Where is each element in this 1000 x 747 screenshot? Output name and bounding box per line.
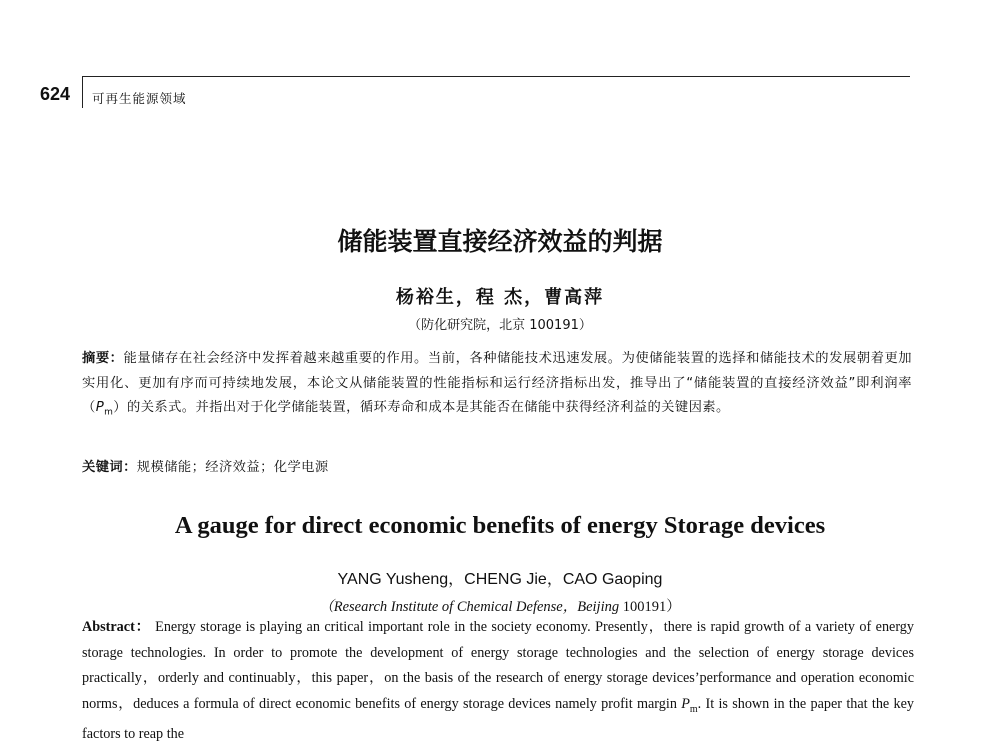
profit-margin-symbol: $P_m$ bbox=[95, 400, 114, 418]
header-rule bbox=[82, 76, 910, 77]
chinese-authors: 杨裕生，程 杰，曹高萍 bbox=[395, 287, 605, 308]
chinese-abstract bbox=[82, 347, 912, 425]
english-affiliation-main: （Research Institute of Chemical Defense，Beijing bbox=[319, 599, 620, 615]
chinese-abstract-text-1: 能量储存在社会经济中发挥着越来越重要的作用。当前，各种储能技术迅速发展。为使储能装置的选择和储能技术的发展朝着更加实用化、更加有序而可持续地发展，本论文从储能装置的性能指标和运行经济指标出发，推导出了“储能装置的直接经济效益”即利润率（ bbox=[82, 351, 912, 415]
english-abstract-label: Abstract： bbox=[82, 619, 151, 635]
english-abstract-text-2: . It is shown in the paper that the key factors to reap the bbox=[82, 695, 914, 742]
english-abstract-text-1: Energy storage is playing an critical important role in the society economy. Presently，there is rapid growth of a variety of energy storage technologies. In order to promote the development of energy storage technologies and the selection of energy storage devices practically，orderly and continuably，this paper，on the basis of the research of energy storage devices’performance and operation economic norms，deduces a formula of direct economic benefits of energy storage devices namely profit margin bbox=[82, 619, 914, 712]
profit-margin-symbol-en: $P_m$ bbox=[681, 695, 698, 715]
chinese-keywords-label: 关键词： bbox=[82, 460, 137, 475]
chinese-keywords-text: 规模储能；经济效益；化学电源 bbox=[136, 460, 329, 475]
english-title: A gauge for direct economic benefits of energy Storage devices bbox=[174, 512, 826, 539]
english-affiliation bbox=[0, 595, 1000, 616]
page-number: 624 bbox=[40, 84, 71, 104]
chinese-title: 储能装置直接经济效益的判据 bbox=[337, 227, 663, 256]
chinese-abstract-text-2: ）的关系式。并指出对于化学储能装置，循环寿命和成本是其能否在储能中获得经济利益的关键因素。 bbox=[113, 400, 730, 415]
english-affiliation-code: 100191） bbox=[622, 599, 681, 615]
header-divider bbox=[82, 76, 83, 108]
chinese-abstract-label: 摘要： bbox=[82, 351, 124, 366]
english-abstract bbox=[82, 615, 914, 747]
chinese-keywords bbox=[82, 456, 912, 475]
journal-name: 可再生能源领域 bbox=[92, 91, 187, 106]
english-authors: YANG Yusheng，CHENG Jie，CAO Gaoping bbox=[337, 571, 663, 588]
chinese-affiliation: （防化研究院，北京 100191） bbox=[408, 318, 592, 333]
